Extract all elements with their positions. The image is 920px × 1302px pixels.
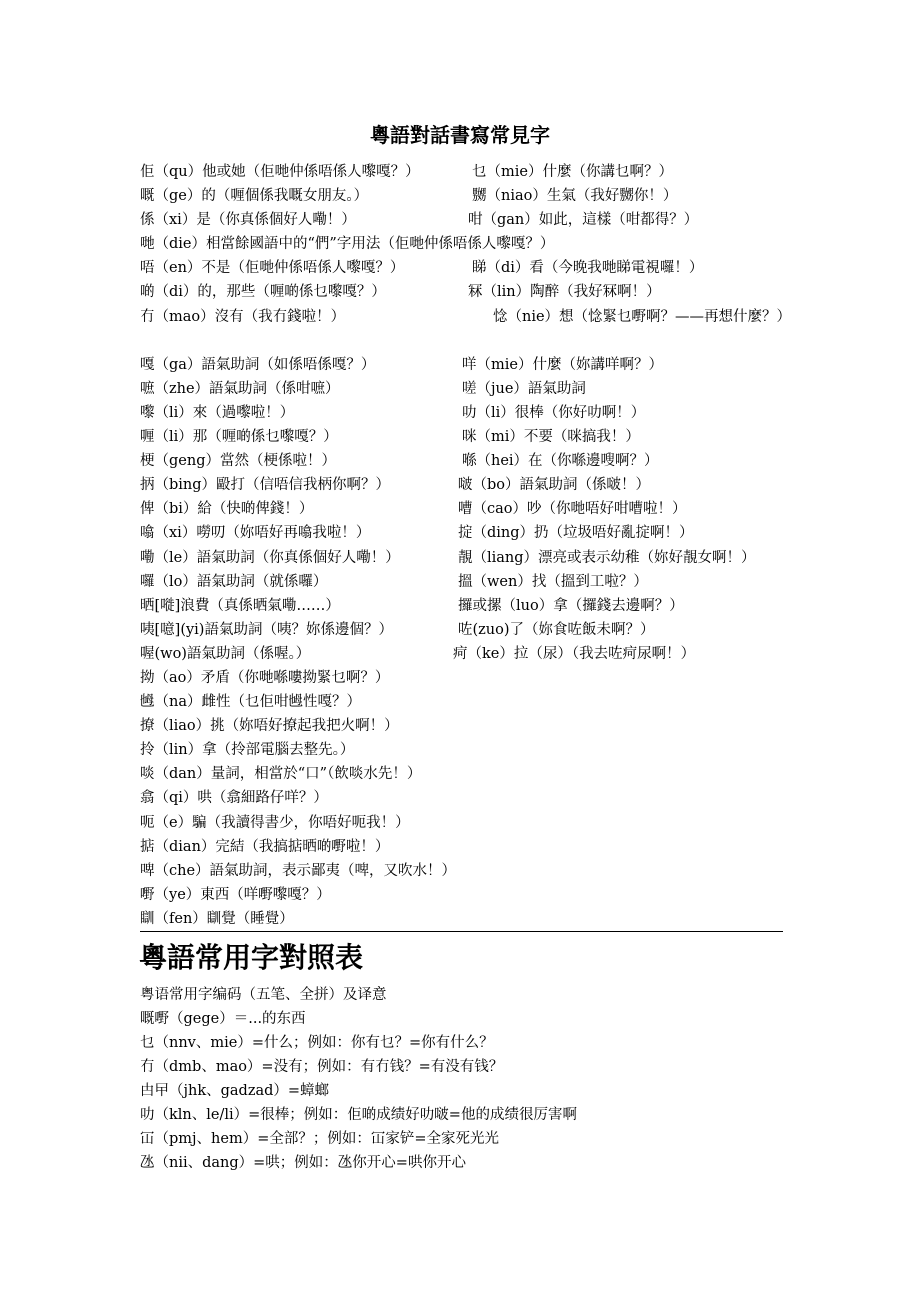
entry-left: 哋（die）相當餘國語中的“們”字用法（佢哋仲係唔係人嚟嘎？）: [140, 236, 555, 253]
glossary-row: [140, 738, 790, 762]
reference-list: [140, 983, 577, 1175]
glossary-row: [140, 305, 790, 353]
entry-left: 冇（mao）沒有（我冇錢啦！）: [140, 308, 346, 325]
glossary-row: [140, 449, 790, 473]
entry-left: 嘎（ga）語氣助詞（如係唔係嘎？）: [140, 356, 376, 373]
section-title: 粵語常用字對照表: [139, 941, 364, 974]
entry-left: 咦[噫](yi)語氣助詞（咦？妳係邊個？）: [140, 621, 393, 638]
entry-left: 啲（di）的，那些（喱啲係乜嚟嘎？）: [140, 284, 386, 301]
entry-left: 呃（e）騙（我讀得書少，你唔好呃我！）: [140, 814, 410, 831]
glossary-row: [140, 497, 790, 521]
reference-item: 冇（dmb、mao）=没有；例如：有冇钱？=有没有钱？: [140, 1059, 504, 1075]
glossary-row: [140, 859, 790, 883]
entry-right: 咁（gan）如此，這樣（咁都得？）: [468, 212, 699, 229]
glossary-row: [140, 618, 790, 642]
entry-left: 晒[嘥]浪費（真係晒氣嘞……）: [140, 597, 340, 614]
glossary-row: [140, 160, 790, 184]
entry-right: 搵（wen）找（搵到工啦？）: [458, 573, 648, 590]
entry-right: 惗（nie）想（惗緊乜嘢啊？——再想什麼？）: [493, 308, 792, 325]
entry-left: 撩（liao）挑（妳唔好撩起我把火啊！）: [140, 718, 399, 735]
entry-left: 掂（dian）完結（我搞掂晒啲嘢啦！）: [140, 838, 390, 855]
glossary-row: [140, 642, 790, 666]
entry-left: 唔（en）不是（佢哋仲係唔係人嚟嘎？）: [140, 260, 405, 277]
glossary-row: [140, 232, 790, 256]
entry-right: 咩（mie）什麼（妳講咩啊？）: [462, 356, 663, 373]
entry-left: 俾（bi）給（快啲俾錢！）: [140, 501, 314, 518]
glossary-row: [140, 280, 790, 304]
entry-left: 嘅（ge）的（喱個係我嘅女朋友。）: [140, 188, 369, 205]
document-title: 粵語對話書寫常見字: [370, 123, 550, 147]
entry-left: 喔(wo)語氣助詞（係喔。）: [140, 645, 311, 662]
entry-left: 乸（na）雌性（乜佢咁乸性嘎？）: [140, 694, 361, 711]
entry-left: 係（xi）是（你真係個好人嘞！）: [140, 212, 356, 229]
entry-right: 疴（ke）拉（尿）（我去咗疴尿啊！）: [453, 645, 696, 662]
glossary-row: [140, 546, 790, 570]
glossary-row: [140, 353, 790, 377]
glossary-row: [140, 184, 790, 208]
reference-item: 嘅嘢（gege）＝...的东西: [140, 1011, 306, 1027]
entry-left: 梗（geng）當然（梗係啦！）: [140, 453, 336, 470]
glossary-row: [140, 907, 790, 931]
reference-item: 氹（nii、dang）=哄；例如：氹你开心=哄你开心: [140, 1155, 466, 1171]
entry-left: 喱（li）那（喱啲係乜嚟嘎？）: [140, 429, 338, 446]
entry-left: 翕（qi）哄（翕細路仔咩？）: [140, 790, 328, 807]
reference-item: 乜（nnv、mie）=什么；例如：你有乜？=你有什么？: [140, 1035, 494, 1051]
entry-left: 啤（che）語氣助詞，表示鄙夷（啤，又吹水！）: [140, 862, 457, 879]
reference-item: 叻（kln、le/li）=很棒；例如：佢啲成绩好叻啵=他的成绩很厉害啊: [140, 1107, 577, 1123]
glossary-row: [140, 811, 790, 835]
glossary-row: [140, 473, 790, 497]
glossary-row: [140, 425, 790, 449]
glossary-row: [140, 835, 790, 859]
entry-left: 瞓（fen）瞓覺（睡覺）: [140, 910, 294, 927]
entry-left: 嗻（zhe）語氣助詞（係咁嗻）: [140, 380, 340, 397]
glossary-row: [140, 521, 790, 545]
entry-right: 睇（di）看（今晚我哋睇電視囉！）: [472, 260, 704, 277]
entry-left: 拗（ao）矛盾（你哋喺嘍拗緊乜啊？）: [140, 669, 390, 686]
entry-right: 嬲（niao）生氣（我好嬲你！）: [472, 188, 678, 205]
glossary-row: [140, 256, 790, 280]
glossary-row: [140, 666, 790, 690]
entry-left: 囉（lo）語氣助詞（就係囉）: [140, 573, 328, 590]
entry-right: 咗(zuo)了（妳食咗飯未啊？）: [458, 621, 655, 638]
entry-left: 拎（lin）拿（拎部電腦去整先。）: [140, 742, 355, 759]
entry-right: 喺（hei）在（你喺邊嗖啊？）: [462, 453, 659, 470]
glossary-row: [140, 377, 790, 401]
glossary-row: [140, 594, 790, 618]
entry-left: 嚟（li）來（過嚟啦！）: [140, 404, 295, 421]
entry-right: 咪（mi）不要（咪搞我！）: [462, 429, 640, 446]
reference-item: 冚（pmj、hem）=全部？；例如：冚家铲=全家死光光: [140, 1131, 499, 1147]
entry-right: 叻（li）很棒（你好叻啊！）: [462, 404, 646, 421]
entry-left: 嘞（le）語氣助詞（你真係個好人嘞！）: [140, 549, 400, 566]
glossary-row: [140, 401, 790, 425]
entry-left: 噏（xi）嘮叨（妳唔好再噏我啦！）: [140, 525, 371, 542]
entry-right: 嘈（cao）吵（你哋唔好咁嘈啦！）: [458, 501, 687, 518]
entry-right: 攞或摞（luo）拿（攞錢去邊啊？）: [458, 597, 684, 614]
reference-item: 粤语常用字编码（五笔、全拼）及译意: [140, 987, 387, 1003]
glossary-row: [140, 762, 790, 786]
entry-right: 靚（liang）漂亮或表示幼稚（妳好靚女啊！）: [458, 549, 756, 566]
glossary-row: [140, 714, 790, 738]
glossary-row: [140, 208, 790, 232]
entry-right: 啵（bo）語氣助詞（係啵！）: [458, 477, 651, 494]
entry-left: 嘢（ye）東西（咩嘢嚟嘎？）: [140, 886, 331, 903]
entry-right: 嗟（jue）語氣助詞: [462, 380, 586, 397]
glossary-row: [140, 786, 790, 810]
glossary-entries: [140, 160, 790, 931]
glossary-row: [140, 883, 790, 907]
glossary-row: [140, 690, 790, 714]
entry-left: 啖（dan）量詞，相當於“口”（飲啖水先！）: [140, 766, 422, 783]
reference-item: 甴曱（jhk、gadzad）=蟑螂: [140, 1083, 330, 1099]
entry-right: 掟（ding）扔（垃圾唔好亂掟啊！）: [458, 525, 694, 542]
entry-right: 乜（mie）什麼（你講乜啊？）: [472, 164, 673, 180]
entry-left: 抦（bing）毆打（信唔信我柄你啊？）: [140, 477, 391, 494]
entry-left: 佢（qu）他或她（佢哋仲係唔係人嚟嘎？）: [140, 164, 420, 180]
section-divider: [140, 931, 783, 932]
glossary-row: [140, 570, 790, 594]
entry-right: 冧（lin）陶醉（我好冧啊！）: [468, 284, 661, 301]
